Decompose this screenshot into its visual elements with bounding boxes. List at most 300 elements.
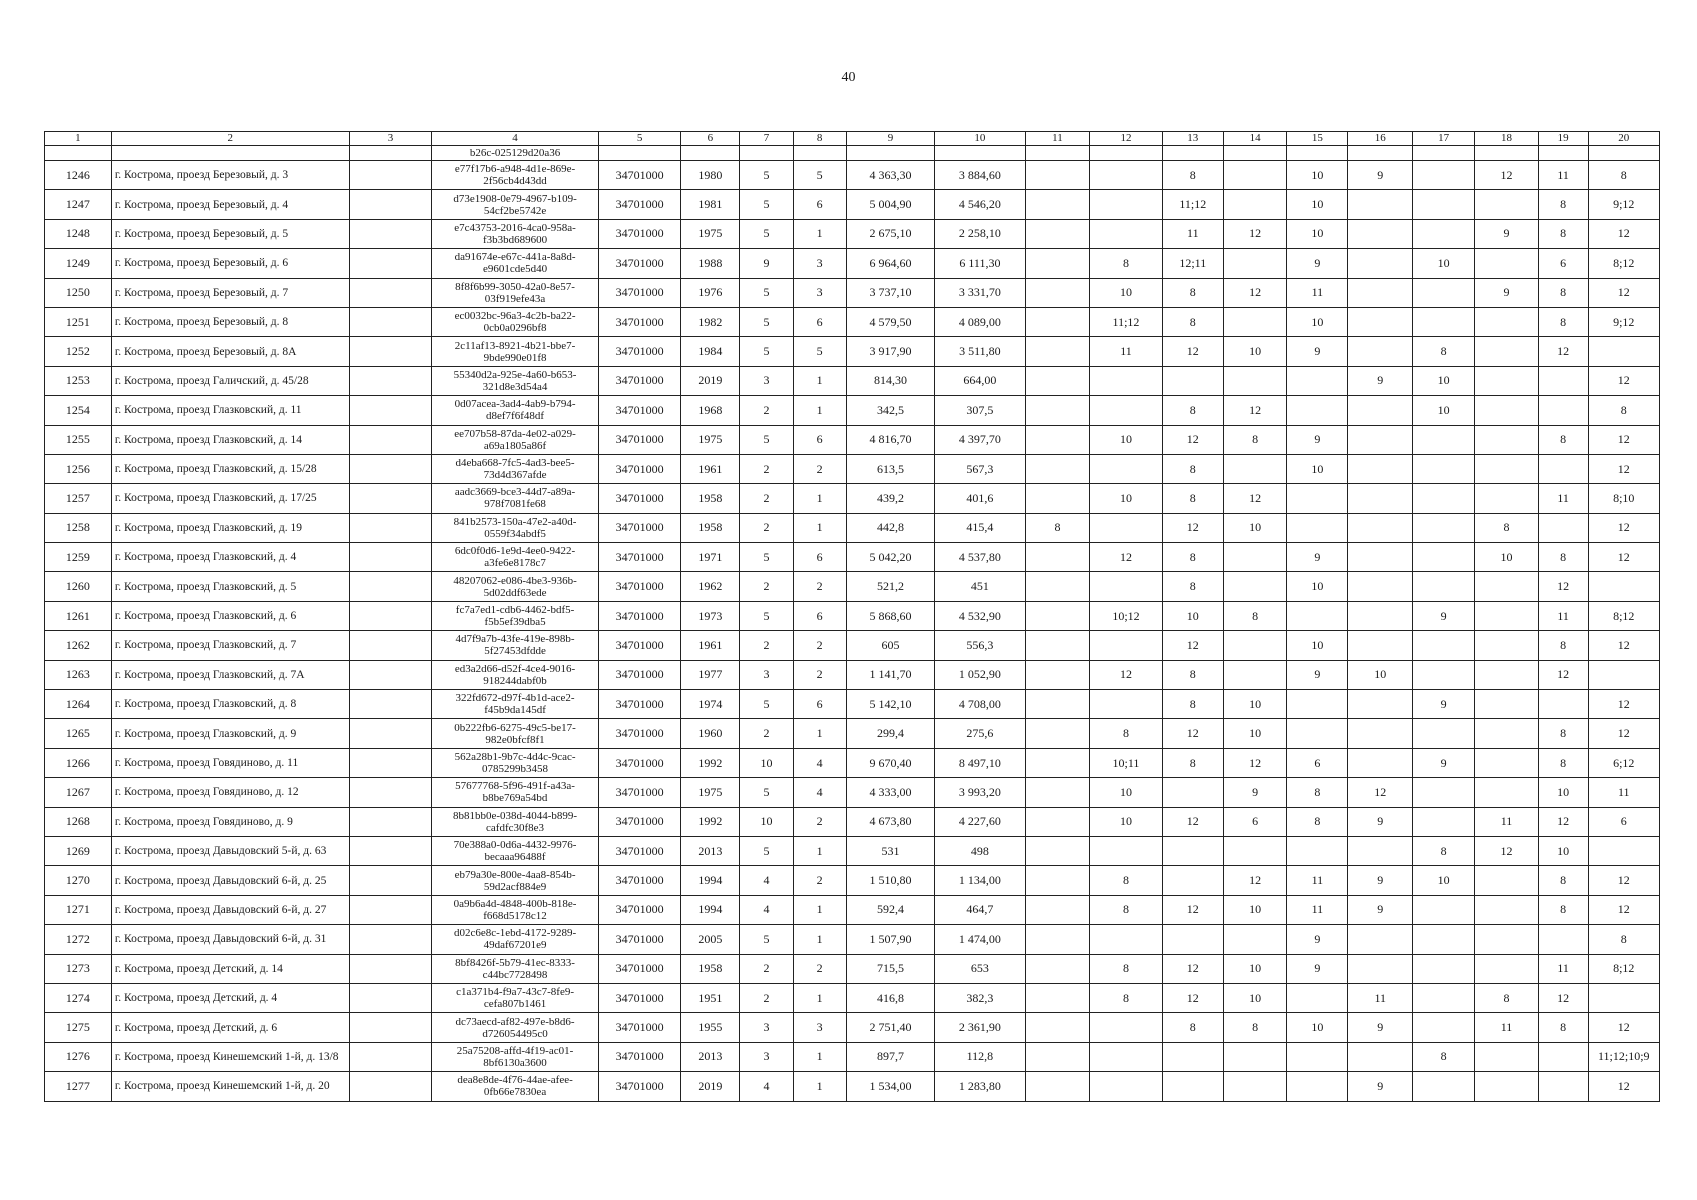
row-number-cell: 1272 [45,925,112,954]
col-15-cell [1287,513,1348,542]
column-header-17: 17 [1413,132,1475,146]
row-number-cell: 1254 [45,396,112,425]
col-20-cell: 12 [1588,719,1659,748]
build-year-cell: 1992 [681,807,740,836]
total-area-cell: 342,5 [846,396,934,425]
col-12-cell [1090,836,1162,865]
column-header-4: 4 [432,132,598,146]
col-20-cell: 9;12 [1588,190,1659,219]
col-13-cell: 12 [1162,807,1223,836]
col-15-cell: 10 [1287,161,1348,190]
col-13-cell: 8 [1162,660,1223,689]
col-19-cell [1538,454,1588,483]
cadastral-number-cell [349,513,432,542]
col-15-cell: 11 [1287,866,1348,895]
floors-cell: 2 [740,396,793,425]
col-11-cell [1025,396,1090,425]
floors-cell: 10 [740,748,793,777]
address-cell: г. Кострома, проезд Глазковский, д. 4 [111,543,349,572]
cadastral-number-cell [349,249,432,278]
floors-cell: 5 [740,690,793,719]
entrances-cell: 1 [793,1042,846,1071]
col-17-cell [1413,1013,1475,1042]
oktmo-code-cell: 34701000 [598,190,681,219]
build-year-cell: 1955 [681,1013,740,1042]
col-19-cell: 8 [1538,278,1588,307]
entrances-cell: 2 [793,454,846,483]
table-row [45,631,1660,660]
col-11-cell [1025,836,1090,865]
col-20-cell: 12 [1588,1072,1659,1101]
col-18-cell [1475,778,1538,807]
col-13-cell [1162,778,1223,807]
col-16-cell [1348,337,1413,366]
col-15-cell: 9 [1287,543,1348,572]
col-15-cell: 8 [1287,807,1348,836]
oktmo-code-cell: 34701000 [598,366,681,395]
fias-guid-cell: e7c43753-2016-4ca0-958a-f3b3bd689600 [432,219,598,248]
col-20-cell: 12 [1588,895,1659,924]
col-12-cell [1090,396,1162,425]
total-area-cell: 5 142,10 [846,690,934,719]
oktmo-code-cell: 34701000 [598,983,681,1012]
column-header-18: 18 [1475,132,1538,146]
oktmo-code-cell: 34701000 [598,954,681,983]
col-14-cell [1223,454,1286,483]
col-14-cell [1223,836,1286,865]
col-20-cell: 6 [1588,807,1659,836]
entrances-cell: 2 [793,660,846,689]
address-cell: г. Кострома, проезд Детский, д. 6 [111,1013,349,1042]
col-15-cell [1287,601,1348,630]
col-18-cell: 8 [1475,513,1538,542]
cadastral-number-cell [349,454,432,483]
build-year-cell: 1958 [681,954,740,983]
col-14-cell [1223,307,1286,336]
col-16-cell [1348,425,1413,454]
col-12-cell [1090,1013,1162,1042]
build-year-cell: 2013 [681,836,740,865]
row-number-cell: 1275 [45,1013,112,1042]
col-11-cell [1025,425,1090,454]
col-14-cell: 10 [1223,983,1286,1012]
col-17-cell [1413,719,1475,748]
col-11-cell [1025,807,1090,836]
col-12-cell: 8 [1090,719,1162,748]
row-number-cell: 1256 [45,454,112,483]
col-11-cell [1025,249,1090,278]
floors-cell: 10 [740,807,793,836]
row-number-cell: 1261 [45,601,112,630]
total-area-cell: 531 [846,836,934,865]
fias-guid-cell: c1a371b4-f9a7-43c7-8fe9-cefa807b1461 [432,983,598,1012]
table-row [45,190,1660,219]
col-11-cell [1025,454,1090,483]
col-12-cell: 10;12 [1090,601,1162,630]
col-19-cell [1538,1042,1588,1071]
col-13-cell: 12 [1162,983,1223,1012]
col-17-cell [1413,307,1475,336]
col-20-cell: 8 [1588,161,1659,190]
col-19-cell: 11 [1538,954,1588,983]
living-area-cell: 4 397,70 [935,425,1026,454]
col-20-cell: 12 [1588,366,1659,395]
entrances-cell: 2 [793,866,846,895]
oktmo-code-cell: 34701000 [598,219,681,248]
table-row [45,1042,1660,1071]
floors-cell: 9 [740,249,793,278]
col-14-cell: 12 [1223,484,1286,513]
fias-guid-cell: 0a9b6a4d-4848-400b-818e-f668d5178c12 [432,895,598,924]
cadastral-number-cell [349,190,432,219]
entrances-cell: 2 [793,572,846,601]
col-16-cell [1348,307,1413,336]
table-row [45,748,1660,777]
col-11-cell [1025,219,1090,248]
col-11-cell [1025,1013,1090,1042]
floors-cell: 2 [740,454,793,483]
col-17-cell [1413,543,1475,572]
row-number-cell: 1270 [45,866,112,895]
col-18-cell [1475,307,1538,336]
col-20-cell [1588,660,1659,689]
fias-guid-cell: 0d07acea-3ad4-4ab9-b794-d8ef7f6f48df [432,396,598,425]
col-13-cell: 8 [1162,572,1223,601]
oktmo-code-cell: 34701000 [598,631,681,660]
col-17-cell: 9 [1413,601,1475,630]
col-15-cell [1287,719,1348,748]
floors-cell: 2 [740,631,793,660]
cadastral-number-cell [349,161,432,190]
cadastral-number-cell [349,572,432,601]
col-16-cell [1348,484,1413,513]
col-14-cell [1223,572,1286,601]
address-cell: г. Кострома, проезд Березовый, д. 5 [111,219,349,248]
fias-guid-cell: 55340d2a-925e-4a60-b653-321d8e3d54a4 [432,366,598,395]
col-16-cell [1348,719,1413,748]
living-area-cell: 1 283,80 [935,1072,1026,1101]
column-header-10: 10 [935,132,1026,146]
col-11-cell [1025,719,1090,748]
col-11-cell [1025,1042,1090,1071]
oktmo-code-cell: 34701000 [598,866,681,895]
col-14-cell [1223,660,1286,689]
col-20-cell [1588,983,1659,1012]
build-year-cell: 1984 [681,337,740,366]
address-cell: г. Кострома, проезд Глазковский, д. 11 [111,396,349,425]
col-20-cell: 11;12;10;9 [1588,1042,1659,1071]
col-14-cell: 8 [1223,1013,1286,1042]
cadastral-number-cell [349,1042,432,1071]
address-cell: г. Кострома, проезд Березовый, д. 4 [111,190,349,219]
living-area-cell: 1 052,90 [935,660,1026,689]
address-cell: г. Кострома, проезд Давыдовский 6-й, д. 27 [111,895,349,924]
col-18-cell [1475,895,1538,924]
col-18-cell [1475,484,1538,513]
address-cell: г. Кострома, проезд Березовый, д. 7 [111,278,349,307]
col-12-cell: 10 [1090,484,1162,513]
build-year-cell: 2019 [681,1072,740,1101]
build-year-cell: 1975 [681,778,740,807]
build-year-cell: 1977 [681,660,740,689]
total-area-cell: 4 579,50 [846,307,934,336]
col-13-cell: 11;12 [1162,190,1223,219]
fias-guid-cell: 6dc0f0d6-1e9d-4ee0-9422-a3fe6e8178c7 [432,543,598,572]
entrances-cell: 6 [793,307,846,336]
address-cell: г. Кострома, проезд Глазковский, д. 6 [111,601,349,630]
col-17-cell [1413,631,1475,660]
table-row [45,543,1660,572]
col-14-cell [1223,161,1286,190]
cadastral-number-cell [349,660,432,689]
row-number-cell: 1267 [45,778,112,807]
col-19-cell: 11 [1538,601,1588,630]
floors-cell: 5 [740,190,793,219]
col-19-cell: 10 [1538,778,1588,807]
table-row [45,719,1660,748]
col-20-cell: 8;12 [1588,601,1659,630]
floors-cell: 2 [740,513,793,542]
fias-guid-cell: 0b222fb6-6275-49c5-be17-982e0bfcf8f1 [432,719,598,748]
living-area-cell: 2 258,10 [935,219,1026,248]
col-19-cell [1538,513,1588,542]
table-row [45,454,1660,483]
col-17-cell: 8 [1413,1042,1475,1071]
fias-guid-cell: e77f17b6-a948-4d1e-869e-2f56cb4d43dd [432,161,598,190]
table-row [45,1013,1660,1042]
col-18-cell: 11 [1475,1013,1538,1042]
col-19-cell: 8 [1538,866,1588,895]
table-row [45,249,1660,278]
living-area-cell: 653 [935,954,1026,983]
col-14-cell: 6 [1223,807,1286,836]
address-cell: г. Кострома, проезд Давыдовский 6-й, д. 31 [111,925,349,954]
cadastral-number-cell [349,337,432,366]
address-cell: г. Кострома, проезд Говядиново, д. 12 [111,778,349,807]
entrances-cell: 2 [793,954,846,983]
column-header-11: 11 [1025,132,1090,146]
entrances-cell: 3 [793,278,846,307]
col-17-cell [1413,954,1475,983]
row-number-cell: 1271 [45,895,112,924]
col-20-cell: 12 [1588,631,1659,660]
col-12-cell [1090,219,1162,248]
col-11-cell [1025,1072,1090,1101]
living-area-cell: 3 511,80 [935,337,1026,366]
col-11-cell [1025,337,1090,366]
col-13-cell: 8 [1162,161,1223,190]
row-number-cell: 1259 [45,543,112,572]
column-header-12: 12 [1090,132,1162,146]
col-18-cell [1475,190,1538,219]
col-15-cell: 9 [1287,954,1348,983]
col-15-cell: 10 [1287,631,1348,660]
total-area-cell: 4 816,70 [846,425,934,454]
address-cell: г. Кострома, проезд Галичский, д. 45/28 [111,366,349,395]
table-row [45,396,1660,425]
col-13-cell: 8 [1162,278,1223,307]
column-header-15: 15 [1287,132,1348,146]
address-cell: г. Кострома, проезд Глазковский, д. 14 [111,425,349,454]
col-19-cell: 12 [1538,983,1588,1012]
build-year-cell: 1971 [681,543,740,572]
col-17-cell [1413,425,1475,454]
col-11-cell [1025,543,1090,572]
column-header-7: 7 [740,132,793,146]
row-number-cell: 1260 [45,572,112,601]
column-header-19: 19 [1538,132,1588,146]
row-number-cell: 1251 [45,307,112,336]
col-15-cell: 9 [1287,660,1348,689]
col-17-cell [1413,219,1475,248]
col-11-cell [1025,954,1090,983]
oktmo-code-cell: 34701000 [598,601,681,630]
living-area-cell: 4 089,00 [935,307,1026,336]
living-area-cell: 1 474,00 [935,925,1026,954]
col-14-cell [1223,1042,1286,1071]
oktmo-code-cell: 34701000 [598,807,681,836]
build-year-cell: 1981 [681,190,740,219]
col-12-cell: 8 [1090,249,1162,278]
col-17-cell [1413,278,1475,307]
col-15-cell [1287,396,1348,425]
col-12-cell [1090,513,1162,542]
entrances-cell: 1 [793,895,846,924]
col-14-cell [1223,1072,1286,1101]
table-row [45,690,1660,719]
row-number-cell: 1277 [45,1072,112,1101]
col-19-cell: 11 [1538,161,1588,190]
col-15-cell: 9 [1287,925,1348,954]
oktmo-code-cell: 34701000 [598,249,681,278]
col-20-cell: 12 [1588,425,1659,454]
col-18-cell [1475,1072,1538,1101]
living-area-cell: 3 884,60 [935,161,1026,190]
entrances-cell: 5 [793,161,846,190]
col-12-cell: 11 [1090,337,1162,366]
col-13-cell: 8 [1162,454,1223,483]
col-13-cell [1162,1072,1223,1101]
living-area-cell: 8 497,10 [935,748,1026,777]
col-12-cell [1090,1042,1162,1071]
col-15-cell: 11 [1287,278,1348,307]
cadastral-number-cell [349,601,432,630]
col-19-cell [1538,925,1588,954]
floors-cell: 5 [740,161,793,190]
address-cell: г. Кострома, проезд Детский, д. 4 [111,983,349,1012]
total-area-cell: 521,2 [846,572,934,601]
fias-guid-cell: 70e388a0-0d6a-4432-9976-becaaa96488f [432,836,598,865]
col-17-cell [1413,572,1475,601]
fias-guid-cell: dea8e8de-4f76-44ae-afee-0fb66e7830ea [432,1072,598,1101]
living-area-cell: 275,6 [935,719,1026,748]
build-year-cell: 1994 [681,866,740,895]
entrances-cell: 1 [793,396,846,425]
col-16-cell [1348,601,1413,630]
address-cell: г. Кострома, проезд Глазковский, д. 8 [111,690,349,719]
col-13-cell: 10 [1162,601,1223,630]
column-header-9: 9 [846,132,934,146]
col-19-cell: 8 [1538,895,1588,924]
column-header-16: 16 [1348,132,1413,146]
address-cell: г. Кострома, проезд Кинешемский 1-й, д. 13/8 [111,1042,349,1071]
fias-guid-cell: 4d7f9a7b-43fe-419e-898b-5f27453dfdde [432,631,598,660]
total-area-cell: 5 042,20 [846,543,934,572]
living-area-cell: 382,3 [935,983,1026,1012]
col-13-cell [1162,366,1223,395]
cadastral-number-cell [349,983,432,1012]
col-11-cell [1025,660,1090,689]
living-area-cell: 3 331,70 [935,278,1026,307]
col-12-cell: 10 [1090,807,1162,836]
col-18-cell [1475,337,1538,366]
col-14-cell: 10 [1223,895,1286,924]
oktmo-code-cell: 34701000 [598,278,681,307]
build-year-cell: 1973 [681,601,740,630]
total-area-cell: 9 670,40 [846,748,934,777]
col-11-cell [1025,278,1090,307]
oktmo-code-cell: 34701000 [598,836,681,865]
col-11-cell [1025,161,1090,190]
col-15-cell: 10 [1287,572,1348,601]
cadastral-number-cell [349,925,432,954]
row-number-cell: 1257 [45,484,112,513]
col-16-cell [1348,836,1413,865]
oktmo-code-cell: 34701000 [598,307,681,336]
col-19-cell: 12 [1538,807,1588,836]
build-year-cell: 1982 [681,307,740,336]
col-20-cell: 12 [1588,543,1659,572]
col-12-cell [1090,366,1162,395]
col-15-cell [1287,836,1348,865]
col-19-cell: 8 [1538,1013,1588,1042]
entrances-cell: 2 [793,631,846,660]
col-12-cell [1090,572,1162,601]
column-number-header [45,132,1660,146]
col-12-cell [1090,1072,1162,1101]
entrances-cell: 6 [793,425,846,454]
col-16-cell [1348,748,1413,777]
col-16-cell [1348,954,1413,983]
total-area-cell: 3 737,10 [846,278,934,307]
build-year-cell: 1961 [681,454,740,483]
col-19-cell: 11 [1538,484,1588,513]
entrances-cell: 6 [793,690,846,719]
col-13-cell: 12 [1162,513,1223,542]
table-row [45,866,1660,895]
col-20-cell: 8;10 [1588,484,1659,513]
oktmo-code-cell: 34701000 [598,1072,681,1101]
total-area-cell: 442,8 [846,513,934,542]
col-14-cell: 8 [1223,601,1286,630]
col-11-cell [1025,983,1090,1012]
col-11-cell [1025,778,1090,807]
floors-cell: 2 [740,719,793,748]
fias-guid-cell: 322fd672-d97f-4b1d-ace2-f45b9da145df [432,690,598,719]
oktmo-code-cell: 34701000 [598,425,681,454]
oktmo-code-cell: 34701000 [598,543,681,572]
total-area-cell: 2 751,40 [846,1013,934,1042]
floors-cell: 3 [740,1013,793,1042]
living-area-cell: 401,6 [935,484,1026,513]
cadastral-number-cell [349,836,432,865]
col-19-cell: 8 [1538,719,1588,748]
row-number-cell: 1273 [45,954,112,983]
living-area-cell: 4 227,60 [935,807,1026,836]
col-15-cell: 8 [1287,778,1348,807]
oktmo-code-cell: 34701000 [598,454,681,483]
total-area-cell: 6 964,60 [846,249,934,278]
